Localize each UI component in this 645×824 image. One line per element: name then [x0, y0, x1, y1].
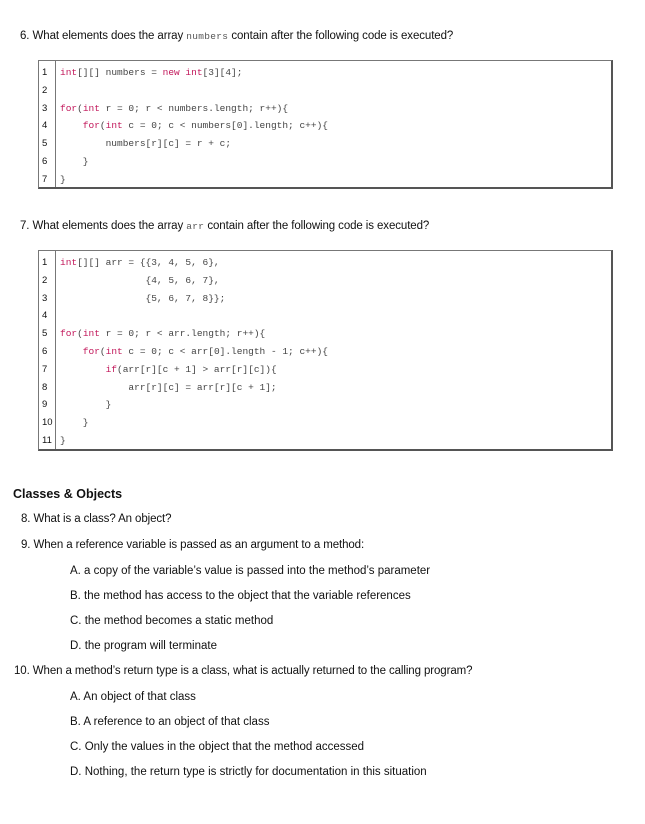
- code-line: [39, 171, 66, 188]
- code-line: [39, 379, 277, 396]
- q10-option-a: A. An object of that class: [70, 691, 196, 703]
- line-number: 2: [42, 274, 48, 286]
- code-line: [39, 396, 111, 413]
- line-number: 6: [42, 346, 48, 357]
- code-line: [39, 290, 225, 307]
- code-keyword: new int: [162, 67, 203, 78]
- q9-option-c: C. the method becomes a static method: [70, 615, 274, 627]
- q9-option-a: A. a copy of the variable’s value is passed into the method’s parameter: [70, 565, 431, 577]
- code-line: [39, 361, 277, 378]
- code-token: c = 0; c < numbers[0].length; c++){: [122, 120, 328, 132]
- code-token: (: [99, 120, 106, 132]
- code-line: [39, 414, 89, 431]
- question-6-prompt: [20, 30, 453, 42]
- code-text: [60, 346, 328, 357]
- code-line: [39, 153, 89, 170]
- line-number: 6: [42, 156, 48, 167]
- question-9: 9. When a reference variable is passed as an argument to a method:: [21, 539, 365, 551]
- code-text: [60, 435, 66, 446]
- code-keyword: for: [60, 102, 78, 114]
- code-keyword: if: [60, 363, 118, 375]
- code-token: arr[r][c] = arr[r][c + 1];: [60, 381, 277, 393]
- code-token: {4, 5, 6, 7},: [60, 274, 220, 286]
- code-token: r = 0; r < numbers.length; r++){: [99, 102, 289, 114]
- code-token: (: [99, 346, 106, 357]
- code-line: [39, 307, 60, 324]
- code-text: [60, 417, 89, 428]
- line-number: 7: [42, 363, 48, 375]
- question-text: contain after the following code is executed?: [207, 220, 430, 232]
- code-text: [60, 67, 242, 78]
- code-text: [60, 364, 277, 375]
- code-line: [39, 64, 242, 81]
- question-text: contain after the following code is executed?: [231, 30, 454, 42]
- code-text: [60, 328, 265, 339]
- code-text: [60, 138, 231, 149]
- code-text: [60, 120, 328, 131]
- question-7-prompt: [20, 220, 429, 232]
- code-text: [60, 103, 288, 114]
- code-text: [60, 275, 220, 286]
- q10-option-b: B. A reference to an object of that class: [70, 716, 270, 728]
- code-token: (: [77, 102, 83, 114]
- code-token: numbers[r][c] = r + c;: [60, 138, 232, 150]
- question-number: 6.: [20, 30, 30, 42]
- code-line: [39, 82, 60, 99]
- question-text: What elements does the array: [32, 220, 184, 232]
- line-number: 4: [42, 310, 48, 322]
- code-text: [60, 293, 225, 304]
- code-token: [][] numbers =: [77, 67, 163, 78]
- question-number: 7.: [20, 220, 30, 232]
- code-line: [39, 432, 66, 449]
- line-number: 3: [42, 102, 48, 114]
- inline-code: arr: [186, 221, 205, 232]
- inline-code: numbers: [186, 31, 229, 42]
- q10-option-c: C. Only the values in the object that the method accessed: [70, 741, 365, 753]
- q10-option-d: D. Nothing, the return type is strictly for documentation in this situation: [70, 766, 427, 778]
- question-text: What elements does the array: [32, 30, 184, 42]
- code-keyword: for: [60, 328, 78, 340]
- code-token: (: [77, 328, 83, 340]
- code-token: }: [60, 399, 112, 411]
- code-token: }: [60, 173, 66, 185]
- code-token: c = 0; c < arr[0].length - 1; c++){: [122, 346, 328, 357]
- code-block-q6: [38, 60, 613, 189]
- line-number: 11: [42, 435, 52, 446]
- line-number: 2: [42, 84, 48, 96]
- code-line: [39, 272, 220, 289]
- q9-option-d: D. the program will terminate: [70, 640, 217, 652]
- code-text: [60, 382, 277, 393]
- code-text: [60, 257, 220, 268]
- question-8: 8. What is a class? An object?: [21, 513, 172, 525]
- code-text: [60, 399, 111, 410]
- line-number: 5: [42, 328, 48, 340]
- code-line: [39, 254, 220, 271]
- code-token: [][] arr = {{3, 4, 5, 6},: [77, 257, 220, 268]
- code-token: }: [60, 156, 89, 167]
- line-number: 10: [42, 417, 53, 429]
- code-token: {5, 6, 7, 8}};: [60, 292, 226, 304]
- code-keyword: int: [60, 67, 78, 78]
- line-number: 1: [42, 257, 48, 268]
- section-heading: Classes & Objects: [13, 487, 123, 501]
- code-keyword: for: [60, 346, 100, 357]
- line-number: 3: [42, 292, 48, 304]
- code-token: }: [60, 435, 66, 446]
- code-keyword: int: [105, 346, 123, 357]
- code-keyword: int: [82, 102, 100, 114]
- code-line: [39, 343, 328, 360]
- code-token: (arr[r][c + 1] > arr[r][c]){: [117, 363, 277, 375]
- code-line: [39, 325, 265, 342]
- line-number: 9: [42, 399, 48, 411]
- code-keyword: int: [82, 328, 100, 340]
- q9-option-b: B. the method has access to the object that the variable references: [70, 590, 411, 602]
- code-line: [39, 100, 288, 117]
- line-number: 8: [42, 381, 48, 393]
- question-10: 10. When a method’s return type is a class, what is actually returned to the calling program?: [14, 665, 473, 677]
- code-text: [60, 156, 89, 167]
- code-keyword: for: [60, 120, 100, 132]
- code-keyword: int: [105, 120, 123, 132]
- line-number: 7: [42, 173, 48, 185]
- code-line: [39, 135, 231, 152]
- line-number: 1: [42, 67, 48, 78]
- code-token: }: [60, 417, 89, 429]
- line-number: 5: [42, 138, 48, 150]
- code-keyword: int: [60, 257, 78, 268]
- line-number: 4: [42, 120, 48, 132]
- code-block-q7: [38, 250, 613, 451]
- code-token: r = 0; r < arr.length; r++){: [99, 328, 266, 340]
- code-line: [39, 117, 328, 134]
- code-text: [60, 174, 66, 185]
- code-token: [3][4];: [202, 67, 243, 78]
